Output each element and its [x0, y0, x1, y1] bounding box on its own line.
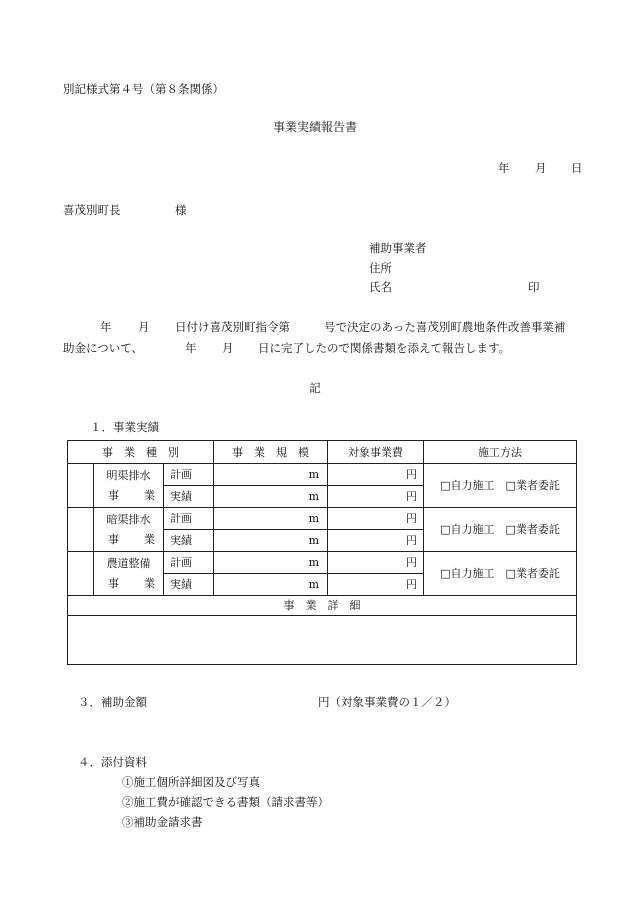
cost-plan-input[interactable]: 円	[328, 508, 424, 530]
method-options[interactable]: □自力施工 □業者委託	[424, 508, 577, 552]
row-indent-cell	[68, 552, 94, 596]
project-type-name: 農道整備	[106, 557, 151, 570]
header-type: 事 業 種 別	[68, 441, 214, 464]
ki-mark: 記	[309, 381, 321, 395]
project-type-cell	[94, 508, 164, 552]
table-row	[68, 552, 577, 574]
row-indent-cell	[68, 508, 94, 552]
scale-actual-input[interactable]: m	[214, 486, 328, 508]
table-header-row	[68, 441, 577, 464]
body-year-2: 年	[185, 341, 197, 355]
body-line2-rest: 日に完了したので関係書類を添えて報告します。	[258, 341, 511, 355]
scale-actual-input[interactable]: m	[214, 530, 328, 552]
section4-heading: ４．添付資料	[78, 755, 147, 769]
project-type-char-a: 事	[108, 489, 119, 502]
header-cost: 対象事業費	[328, 441, 424, 464]
body-month-2: 月	[222, 341, 234, 355]
body-order-text: 日付け喜茂別町指令第	[175, 320, 290, 334]
cost-plan-input[interactable]: 円	[328, 552, 424, 574]
applicant-address-label: 住所	[369, 261, 392, 275]
actual-label: 実績	[164, 530, 214, 552]
table-row	[68, 464, 577, 486]
scale-plan-input[interactable]: m	[214, 552, 328, 574]
project-type-char-b: 業	[144, 489, 155, 502]
header-scale: 事 業 規 模	[214, 441, 328, 464]
applicant-label: 補助事業者	[369, 241, 427, 255]
seal-mark: 印	[528, 280, 540, 294]
cost-actual-input[interactable]: 円	[328, 530, 424, 552]
actual-label: 実績	[164, 486, 214, 508]
row-indent-cell	[68, 464, 94, 508]
header-method: 施工方法	[424, 441, 577, 464]
applicant-name-label: 氏名	[369, 280, 392, 294]
plan-label: 計画	[164, 508, 214, 530]
body-number-text: 号で決定のあった喜茂別町農地条件改善事業補	[324, 320, 566, 334]
project-type-char-a: 事	[108, 533, 119, 546]
project-type-char-b: 業	[144, 533, 155, 546]
project-type-cell	[94, 552, 164, 596]
project-type-name: 明渠排水	[106, 469, 151, 482]
table-row	[68, 508, 577, 530]
detail-body-row	[68, 616, 577, 665]
cost-actual-input[interactable]: 円	[328, 486, 424, 508]
cost-actual-input[interactable]: 円	[328, 574, 424, 596]
method-options[interactable]: □自力施工 □業者委託	[424, 552, 577, 596]
scale-plan-input[interactable]: m	[214, 464, 328, 486]
body-year-1: 年	[100, 320, 112, 334]
attachment-item: ①施工個所詳細図及び写真	[122, 775, 260, 789]
section1-heading: １．事業実績	[90, 420, 159, 434]
project-type-char-b: 業	[144, 577, 155, 590]
scale-plan-input[interactable]: m	[214, 508, 328, 530]
actual-label: 実績	[164, 574, 214, 596]
date-day-label: 日	[571, 161, 583, 175]
plan-label: 計画	[164, 464, 214, 486]
project-type-cell	[94, 464, 164, 508]
form-number: 別記様式第４号（第８条関係）	[63, 82, 224, 96]
cost-plan-input[interactable]: 円	[328, 464, 424, 486]
project-type-name: 暗渠排水	[106, 513, 151, 526]
document-title: 事業実績報告書	[272, 120, 357, 134]
project-type-char-a: 事	[108, 577, 119, 590]
date-year-label: 年	[498, 161, 510, 175]
body-month-1: 月	[138, 320, 150, 334]
scale-actual-input[interactable]: m	[214, 574, 328, 596]
body-line2-start: 助金について、	[63, 341, 144, 355]
date-month-label: 月	[535, 161, 547, 175]
attachment-item: ③補助金請求書	[122, 815, 203, 829]
subsidy-amount-note: 円（対象事業費の１／２）	[318, 695, 456, 709]
section3-heading: ３．補助金額	[78, 695, 147, 709]
addressee: 喜茂別町長	[63, 203, 121, 217]
addressee-honorific: 様	[175, 203, 187, 217]
results-table	[67, 440, 577, 665]
detail-input[interactable]	[68, 616, 577, 665]
attachment-item: ②施工費が確認できる書類（請求書等）	[122, 795, 329, 809]
detail-header-row	[68, 596, 577, 616]
plan-label: 計画	[164, 552, 214, 574]
method-options[interactable]: □自力施工 □業者委託	[424, 464, 577, 508]
detail-header: 事 業 詳 細	[68, 596, 577, 616]
